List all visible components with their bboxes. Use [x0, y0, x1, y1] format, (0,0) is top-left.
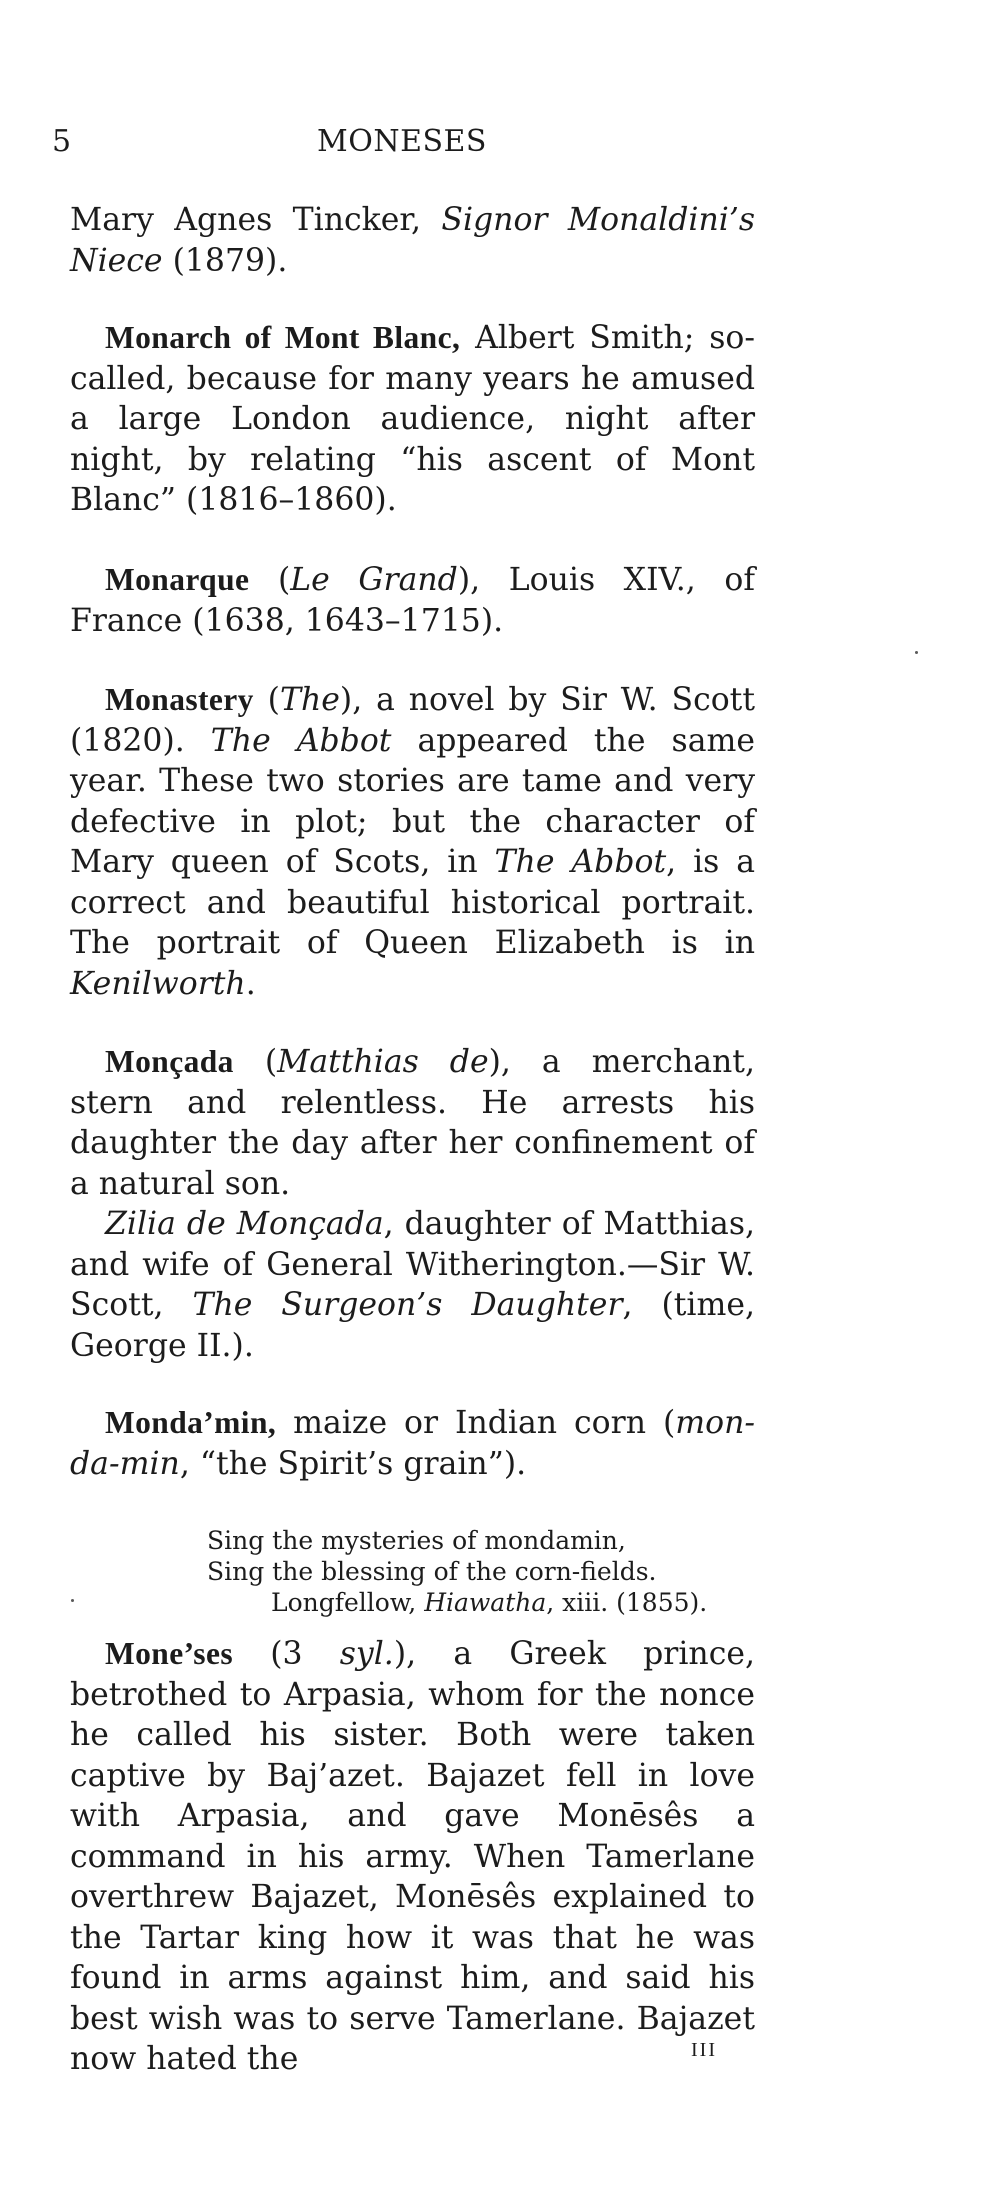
monastery-paragraph — [70, 680, 755, 1004]
zilia-date: , (time, George II.). — [70, 1287, 755, 1364]
quotation-citation — [271, 1587, 767, 1618]
paper-speck — [915, 651, 918, 654]
entry-moneses — [70, 1634, 755, 2080]
printer-signature: III — [691, 2039, 717, 2061]
running-head — [52, 118, 752, 166]
moncada-paragraph — [70, 1042, 755, 1204]
quotation-line-one: Sing the mysteries of mondamin, — [207, 1526, 626, 1555]
mondamin-definition-end: , “the Spirit’s grain”). — [179, 1445, 527, 1482]
zilia-description: , daughter of Matthias, and wife of General Witherington.—Sir W. Scott, — [70, 1206, 755, 1323]
monarque-headword: Monarque — [105, 562, 250, 597]
moncada-name: Matthias de — [277, 1044, 489, 1080]
running-title: MONESES — [317, 124, 487, 159]
surgeons-daughter-title: The Surgeon’s Daughter — [192, 1287, 623, 1323]
monarque-open-paren: ( — [249, 562, 291, 598]
monastery-article: The — [279, 682, 340, 718]
moncada-headword: Monçada — [105, 1044, 234, 1079]
continued-year: (1879). — [162, 242, 288, 279]
monastery-period: . — [245, 965, 256, 1002]
entry-monarque — [70, 560, 755, 641]
monastery-description-end: , is a correct and beautiful historical portrait. The portrait of Queen Elizabeth is in — [70, 844, 756, 961]
abbot-title-first: The Abbot — [210, 722, 392, 759]
kenilworth-title: Kenilworth — [70, 965, 246, 1002]
monarch-paragraph — [70, 318, 755, 521]
moncada-open-paren: ( — [233, 1044, 278, 1080]
entry-monastery — [70, 680, 755, 1004]
citation-reference: , xiii. (1855). — [546, 1588, 708, 1617]
moneses-open-paren: (3 — [233, 1636, 340, 1672]
quotation-line-two: Sing the blessing of the corn-fields. — [207, 1557, 657, 1586]
citation-title: Hiawatha — [424, 1588, 547, 1617]
mondamin-gloss: mon-da-min — [70, 1405, 755, 1482]
entry-moncada — [70, 1042, 755, 1366]
monarch-headword: Monarch of Mont Blanc, — [105, 320, 461, 355]
zilia-subentry — [70, 1204, 755, 1366]
citation-author: Longfellow, — [271, 1588, 425, 1617]
moneses-headword: Mone’ses — [105, 1636, 234, 1671]
monastery-description-start: ), a novel by Sir W. Scott (1820). — [70, 682, 755, 759]
monastery-open-paren: ( — [253, 682, 280, 718]
mondamin-headword: Monda’min, — [105, 1405, 277, 1440]
paper-speck — [71, 1599, 74, 1602]
continued-author-text: Mary Agnes Tincker, — [70, 202, 442, 238]
moncada-definition: ), a merchant, stern and relentless. He arrests his daughter the day after her confinement of a natural son. — [70, 1044, 755, 1202]
moneses-definition: ), a Greek prince, betrothed to Arpasia, whom for the nonce he called his sister. Both were taken captive by Baj’azet. Bajazet fell in love with Arpasia, and gave Monēsês a command in his army. When Tamerlane overthrew Bajazet, Monēsês explained to the Tartar king how it was that he was found in arms against him, and said his best wish was to serve Tamerlane. Bajazet now hated the — [70, 1636, 756, 2077]
monarque-paragraph — [70, 560, 755, 641]
abbot-title-second: The Abbot — [494, 844, 667, 880]
monastery-description-middle: appeared the same year. These two stories are tame and very defective in plot; but the character of Mary queen of Scots, in — [70, 722, 755, 880]
continued-paragraph — [70, 200, 755, 281]
zilia-name: Zilia de Monçada — [105, 1206, 384, 1242]
monastery-headword: Monastery — [105, 682, 254, 717]
monarch-definition: Albert Smith; so-called, because for many years he amused a large London audience, night after night, by relating “his ascent of Mont Blanc” (1816–1860). — [70, 320, 755, 518]
moneses-syllable-note: syl. — [339, 1636, 394, 1672]
monarque-epithet: Le Grand — [290, 562, 458, 598]
hiawatha-quotation — [207, 1525, 767, 1618]
monarque-definition: ), Louis XIV., of France (1638, 1643–1715). — [70, 562, 755, 639]
page-number: 5 — [52, 124, 72, 159]
entry-mondamin — [70, 1403, 755, 1484]
entry-monarch-of-mont-blanc — [70, 318, 755, 521]
mondamin-paragraph — [70, 1403, 755, 1484]
moneses-paragraph — [70, 1634, 755, 2080]
continued-book-title: Signor Monaldini’s Niece — [70, 202, 755, 279]
mondamin-definition-start: maize or Indian corn ( — [276, 1405, 676, 1441]
continued-entry — [70, 200, 755, 281]
